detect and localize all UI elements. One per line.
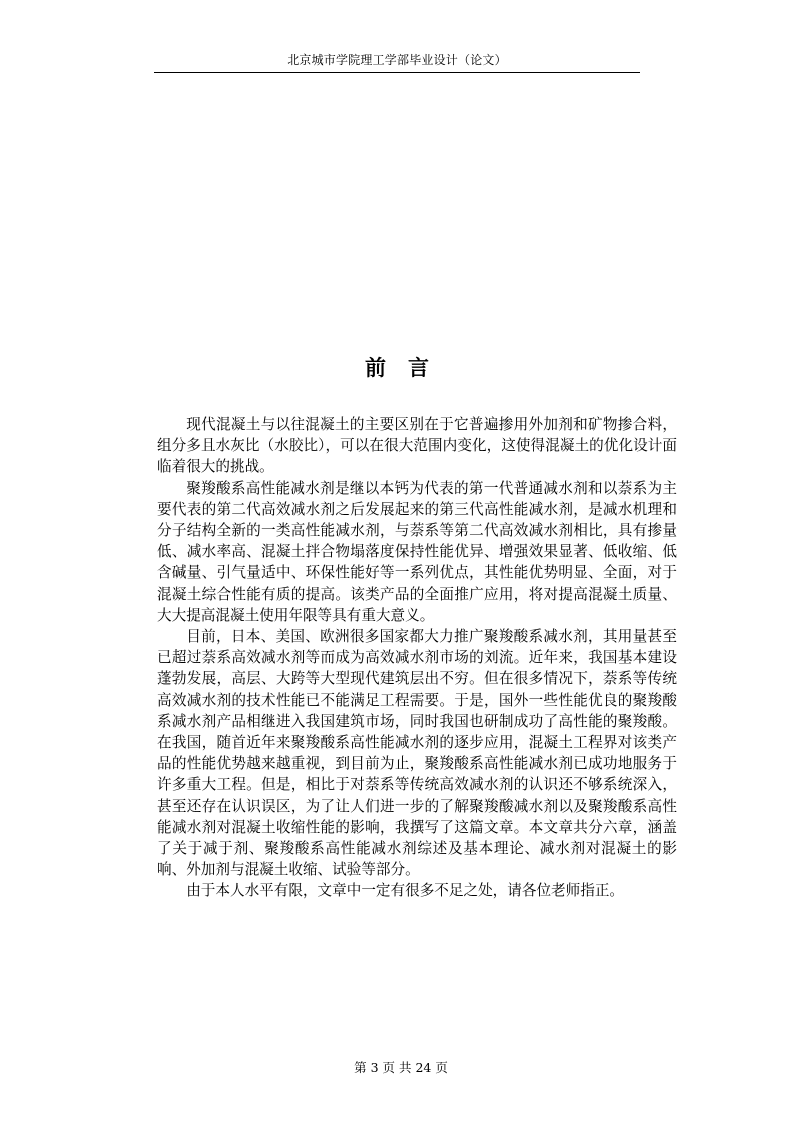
body-text (157, 414, 677, 902)
page-number: 第 3 页 共 24 页 (354, 1060, 448, 1075)
page-title: 前言 (365, 355, 451, 380)
page-footer (0, 1044, 794, 1076)
running-header-title: 北京城市学院理工学部毕业设计（论文） (287, 53, 507, 67)
paragraph: 目前，日本、美国、欧洲很多国家都大力推广聚羧酸系减水剂，其用量甚至已超过萘系高效减水剂等而成为高效减水剂市场的刘流。近年来，我国基本建设蓬勃发展，高层、大跨等大型现代建筑层出不穷。但在很多情况下，萘系等传统高效减水剂的技术性能已不能满足工程需要。于是，国外一些性能优良的聚羧酸系减水剂产品相继进入我国建筑市场，同时我国也研制成功了高性能的聚羧酸。在我国，随首近年来聚羧酸系高性能减水剂的逐步应用，混凝土工程界对该类产品的性能优势越来越重视，到目前为止，聚羧酸系高性能减水剂已成功地服务于许多重大工程。但是，相比于对萘系等传统高效减水剂的认识还不够系统深入，甚至还存在认识误区，为了让人们进一步的了解聚羧酸减水剂以及聚羧酸系高性能减水剂对混凝土收缩性能的影响，我撰写了这篇文章。本文章共分六章，涵盖了关于减于剂、聚羧酸系高性能减水剂综述及基本理论、减水剂对混凝土的影响、外加剂与混凝土收缩、试验等部分。 (157, 628, 677, 879)
paragraph: 现代混凝土与以往混凝土的主要区别在于它普遍掺用外加剂和矿物掺合料，组分多且水灰比（水胶比），可以在很大范围内变化，这使得混凝土的优化设计面临着很大的挑战。 (157, 416, 677, 476)
paragraph: 由于本人水平有限，文章中一定有很多不足之处，请各位老师指正。 (186, 882, 625, 900)
running-header (154, 52, 640, 73)
paragraph: 聚羧酸系高性能减水剂是继以本钙为代表的第一代普通减水剂和以萘系为主要代表的第二代高效减水剂之后发展起来的第三代高性能减水剂，是减水机理和分子结构全新的一类高性能减水剂，与萘系等第二代高效减水剂相比，具有掺量低、减水率高、混凝土拌合物塌落度保持性能优异、增强效果显著、低收缩、低含碱量、引气量适中、环保性能好等一系列优点，其性能优势明显、全面，对于混凝土综合性能有质的提高。该类产品的全面推广应用，将对提高混凝土质量、大大提高混凝土使用年限等具有重大意义。 (157, 479, 677, 624)
